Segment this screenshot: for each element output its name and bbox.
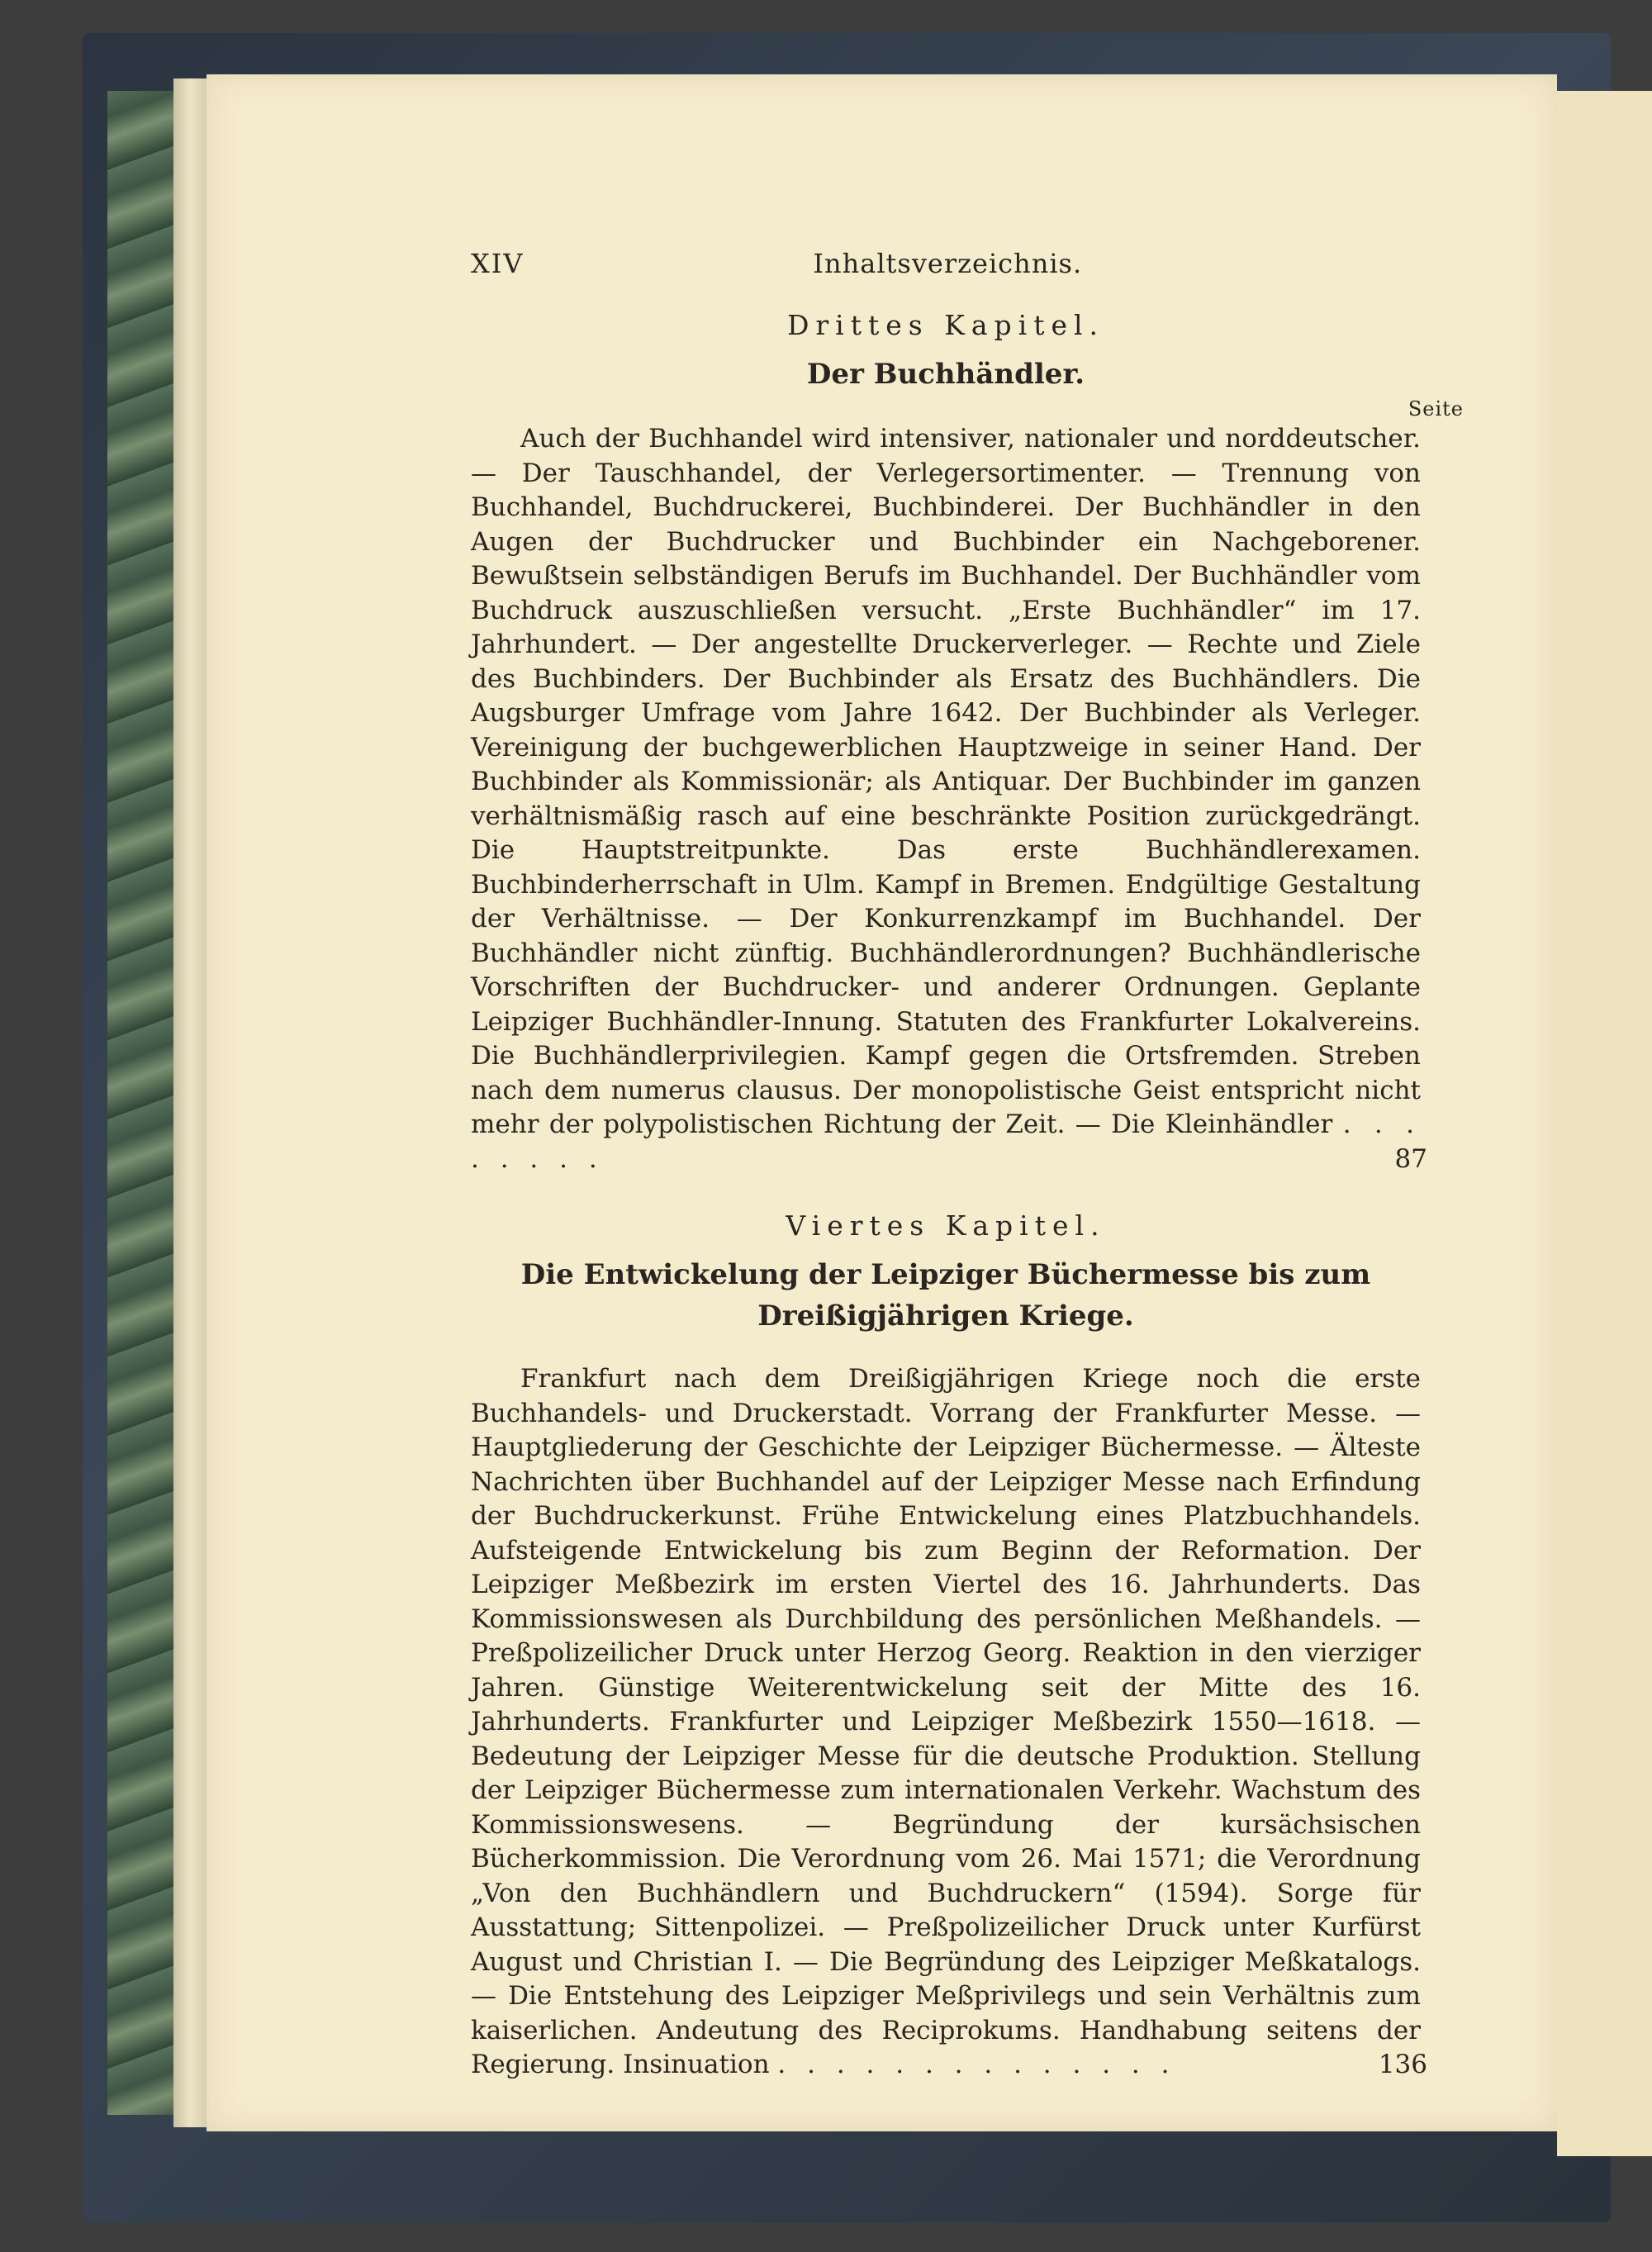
chapter-3-summary-text: Auch der Buchhandel wird intensiver, nationaler und norddeutscher. — Der Tauschhandel, der Verlegersortimenter. — Trennung von Buchhandel, Buchdruckerei, Buchbinderei. Der Buchhändler in den Augen der Buchdrucker und Buchbinder ein Nachgeborener. Bewußtsein selbständigen Berufs im Buchhandel. Der Buchhändler vom Buchdruck auszuschließen versucht. „Erste Buchhändler“ im 17. Jahrhundert. — Der angestellte Druckerverleger. — Rechte und Ziele des Buchbinders. Der Buchbinder als Ersatz des Buchhändlers. Die Augsburger Umfrage vom Jahre 1642. Der Buchbinder als Verleger. Vereinigung der buchgewerblichen Hauptzweige in seiner Hand. Der Buchbinder als Kommissionär; als Antiquar. Der Buchbinder im ganzen verhältnismäßig rasch auf eine beschränkte Position zurückgedrängt. Die Hauptstreitpunkte. Das erste Buchhändlerexamen. Buchbinderherrschaft in Ulm. Kampf in Bremen. Endgültige Gestaltung der Verhältnisse. — Der Konkurrenzkampf im Buchhandel. Der Buchhändler nicht zünftig. Buchhändlerordnungen? Buchhändlerische Vorschriften der Buchdrucker- und anderer Ordnungen. Geplante Leipziger Buchhändler-Innung. Statuten des Frankfurter Lokalvereins. Die Buchhändlerprivilegien. Kampf gegen die Ortsfremden. Streben nach dem numerus clausus. Der monopolistische Geist entspricht nicht mehr der polypolistischen Richtung der Zeit. — Die Kleinhändler xyxy=(471,424,1421,1139)
spacer xyxy=(471,1176,1421,1209)
spacer xyxy=(471,1339,1421,1362)
page-stack-edge xyxy=(173,78,206,2127)
seite-column-label: Seite xyxy=(1408,397,1464,420)
chapter-4-summary xyxy=(471,1362,1427,2083)
leader-dots: . . . . . . . . xyxy=(471,1109,1421,1174)
chapter-4-title-line-2: Dreißigjährigen Kriege. xyxy=(757,1299,1134,1333)
facing-page-edge xyxy=(1557,91,1652,2156)
chapter-3-page-ref: 87 xyxy=(1394,1143,1427,1174)
chapter-4-label: Viertes Kapitel. xyxy=(786,1209,1106,1242)
running-head: Inhaltsverzeichnis. xyxy=(813,248,1083,279)
chapter-3-label: Drittes Kapitel. xyxy=(786,309,1105,341)
chapter-4-page-ref: 136 xyxy=(1378,2050,1427,2079)
chapter-3-title: Der Buchhändler. xyxy=(806,358,1085,391)
chapter-3-summary xyxy=(471,422,1427,1176)
chapter-4-title-line-1: Die Entwickelung der Leipziger Büchermesse bis zum xyxy=(520,1258,1371,1291)
chapter-4-summary-text: Frankfurt nach dem Dreißigjährigen Kriege noch die erste Buchhandels- und Druckerstadt. Vorrang der Frankfurter Messe. — Hauptgliederung der Geschichte der Leipziger Büchermesse. — Älteste Nachrichten über Buchhandel auf der Leipziger Messe nach Erfindung der Buchdruckerkunst. Frühe Entwickelung eines Platzbuchhandels. Aufsteigende Entwickelung bis zum Beginn der Reformation. Der Leipziger Meßbezirk im ersten Viertel des 16. Jahrhunderts. Das Kommissionswesen als Durchbildung des persönlichen Meßhandels. — Preßpolizeilicher Druck unter Herzog Georg. Reaktion in den vierziger Jahren. Günstige Weiterentwickelung seit der Mitte des 16. Jahrhunderts. Frankfurter und Leipziger Meßbezirk 1550—1618. — Bedeutung der Leipziger Messe für die deutsche Produktion. Stellung der Leipziger Büchermesse zum internationalen Verkehr. Wachstum des Kommissionswesens. — Begründung der kursächsischen Bücherkommission. Die Verordnung vom 26. Mai 1571; die Verordnung „Von den Buchhändlern und Buchdruckern“ (1594). Sorge für Ausstattung; Sittenpolizei. — Preßpolizeilicher Druck unter Kurfürst August und Christian I. — Die Begründung des Leipziger Meßkatalogs. — Die Entstehung des Leipziger Meßprivilegs und sein Verhältnis zum kaiserlichen. Andeutung des Reciprokums. Handhabung seitens der Regierung. Insinuation xyxy=(471,1364,1421,2079)
page-folio: XIV xyxy=(471,248,525,279)
toc-content xyxy=(471,248,1464,2083)
page-header xyxy=(471,248,1421,279)
leader-dots: . . . . . . . . . . . . . . xyxy=(777,2050,1176,2079)
